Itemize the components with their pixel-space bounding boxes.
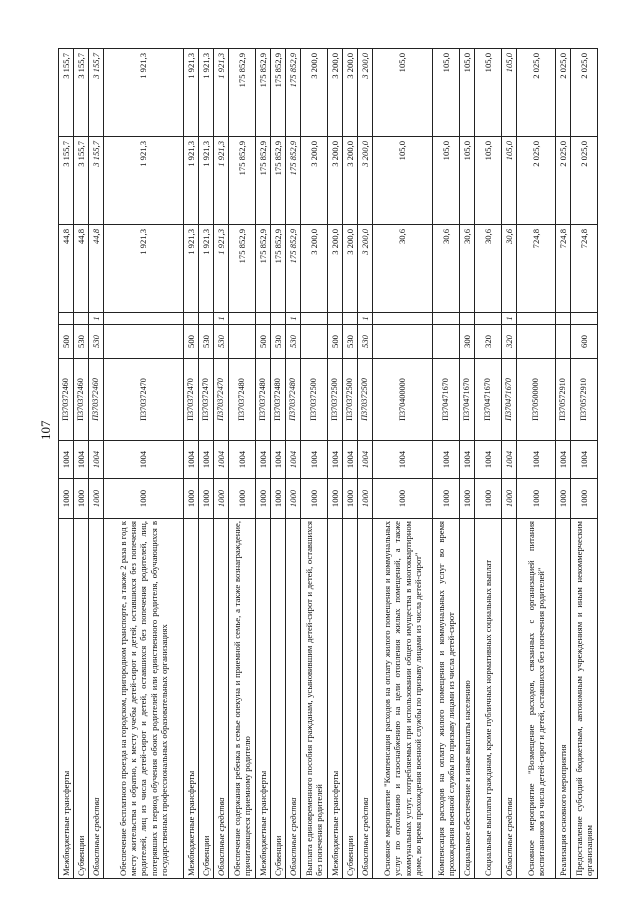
row-section: 1000 bbox=[89, 479, 104, 519]
row-section: 1000 bbox=[328, 479, 343, 519]
row-name: Субвенции bbox=[199, 519, 214, 879]
row-funding-flag bbox=[433, 313, 460, 325]
row-subsection: 1004 bbox=[271, 441, 286, 479]
row-amount-2: 1 921,3 bbox=[214, 137, 229, 225]
row-target-code: П370372470 bbox=[199, 359, 214, 441]
row-name: Областные средства bbox=[502, 519, 517, 879]
row-amount-3: 175 852,9 bbox=[256, 49, 271, 137]
row-funding-flag bbox=[571, 313, 598, 325]
row-section: 1000 bbox=[571, 479, 598, 519]
row-amount-1: 44,8 bbox=[74, 225, 89, 313]
row-subsection: 1004 bbox=[256, 441, 271, 479]
row-subsection: 1004 bbox=[229, 441, 256, 479]
row-name: Обеспечение бесплатного проезда на городском, пригородном транспорте, а также 2 раза в год к месту жительства и обратно, к месту учебы детей-сирот и детей, оставшихся без попечения родителей, лиц из числа детей-сирот и детей, оставшихся без попечения родителей, лиц, потерявших в период обучения обоих родителей или единственного родителя, обучающихся в государственных профессиональных образовательных организациях bbox=[104, 519, 184, 879]
row-amount-3: 3 200,0 bbox=[343, 49, 358, 137]
row-funding-flag bbox=[271, 313, 286, 325]
budget-table-rotated bbox=[58, 49, 594, 879]
row-amount-1: 3 200,0 bbox=[328, 225, 343, 313]
row-section: 1000 bbox=[475, 479, 502, 519]
row-target-code: П370572910 bbox=[571, 359, 598, 441]
row-subsection: 1004 bbox=[556, 441, 571, 479]
row-funding-flag: 1 bbox=[214, 313, 229, 325]
row-name: Областные средства bbox=[89, 519, 104, 879]
table-row bbox=[556, 49, 571, 879]
table-row bbox=[74, 49, 89, 879]
row-target-code: П370471670 bbox=[433, 359, 460, 441]
row-amount-2: 1 921,3 bbox=[199, 137, 214, 225]
row-amount-3: 1 921,3 bbox=[104, 49, 184, 137]
table-row bbox=[184, 49, 199, 879]
row-expense-type: 530 bbox=[358, 325, 373, 359]
row-target-code: П370372500 bbox=[343, 359, 358, 441]
table-row bbox=[502, 49, 517, 879]
row-funding-flag bbox=[229, 313, 256, 325]
table-row bbox=[343, 49, 358, 879]
row-target-code: П370500000 bbox=[517, 359, 556, 441]
row-amount-3: 3 200,0 bbox=[358, 49, 373, 137]
row-amount-2: 3 200,0 bbox=[328, 137, 343, 225]
row-funding-flag bbox=[343, 313, 358, 325]
row-name: Межбюджетные трансферты bbox=[59, 519, 74, 879]
row-expense-type bbox=[373, 325, 433, 359]
row-name: Межбюджетные трансферты bbox=[328, 519, 343, 879]
row-funding-flag bbox=[301, 313, 328, 325]
row-amount-2: 3 155,7 bbox=[59, 137, 74, 225]
row-funding-flag: 1 bbox=[89, 313, 104, 325]
row-funding-flag bbox=[74, 313, 89, 325]
row-target-code: П370372480 bbox=[229, 359, 256, 441]
row-amount-3: 1 921,3 bbox=[214, 49, 229, 137]
row-amount-3: 3 155,7 bbox=[89, 49, 104, 137]
row-amount-2: 2 025,0 bbox=[571, 137, 598, 225]
row-amount-2: 105,0 bbox=[460, 137, 475, 225]
row-amount-1: 175 852,9 bbox=[229, 225, 256, 313]
row-amount-3: 3 155,7 bbox=[59, 49, 74, 137]
row-expense-type bbox=[433, 325, 460, 359]
row-amount-3: 1 921,3 bbox=[199, 49, 214, 137]
row-funding-flag bbox=[184, 313, 199, 325]
row-expense-type: 530 bbox=[214, 325, 229, 359]
row-amount-3: 105,0 bbox=[475, 49, 502, 137]
row-amount-3: 2 025,0 bbox=[571, 49, 598, 137]
row-amount-3: 105,0 bbox=[460, 49, 475, 137]
table-row bbox=[104, 49, 184, 879]
row-amount-2: 105,0 bbox=[433, 137, 460, 225]
row-amount-1: 44,8 bbox=[59, 225, 74, 313]
row-amount-1: 30,6 bbox=[502, 225, 517, 313]
row-amount-1: 3 200,0 bbox=[358, 225, 373, 313]
row-subsection: 1004 bbox=[199, 441, 214, 479]
row-name: Областные средства bbox=[214, 519, 229, 879]
row-funding-flag bbox=[556, 313, 571, 325]
row-expense-type: 500 bbox=[328, 325, 343, 359]
row-amount-1: 30,6 bbox=[373, 225, 433, 313]
row-section: 1000 bbox=[104, 479, 184, 519]
row-expense-type: 530 bbox=[286, 325, 301, 359]
row-target-code: П370372500 bbox=[328, 359, 343, 441]
table-row bbox=[256, 49, 271, 879]
table-row bbox=[571, 49, 598, 879]
row-amount-2: 175 852,9 bbox=[229, 137, 256, 225]
row-subsection: 1004 bbox=[358, 441, 373, 479]
row-amount-3: 175 852,9 bbox=[271, 49, 286, 137]
row-name: Предоставление субсидий бюджетным, автономным учреждениям и иным некоммерческим организациям bbox=[571, 519, 598, 879]
row-amount-2: 3 200,0 bbox=[343, 137, 358, 225]
row-expense-type: 600 bbox=[571, 325, 598, 359]
table-row bbox=[433, 49, 460, 879]
row-amount-1: 175 852,9 bbox=[286, 225, 301, 313]
row-section: 1000 bbox=[286, 479, 301, 519]
row-amount-2: 3 200,0 bbox=[358, 137, 373, 225]
table-row bbox=[286, 49, 301, 879]
page-number: 107 bbox=[38, 420, 53, 440]
row-amount-2: 175 852,9 bbox=[271, 137, 286, 225]
table-row bbox=[475, 49, 502, 879]
row-subsection: 1004 bbox=[343, 441, 358, 479]
row-amount-2: 3 155,7 bbox=[74, 137, 89, 225]
row-amount-3: 175 852,9 bbox=[286, 49, 301, 137]
row-expense-type: 530 bbox=[271, 325, 286, 359]
row-funding-flag bbox=[199, 313, 214, 325]
row-section: 1000 bbox=[271, 479, 286, 519]
row-section: 1000 bbox=[502, 479, 517, 519]
row-section: 1000 bbox=[229, 479, 256, 519]
row-subsection: 1004 bbox=[433, 441, 460, 479]
table-row bbox=[89, 49, 104, 879]
row-section: 1000 bbox=[214, 479, 229, 519]
row-amount-1: 30,6 bbox=[460, 225, 475, 313]
row-amount-2: 2 025,0 bbox=[517, 137, 556, 225]
table-row bbox=[214, 49, 229, 879]
row-name: Межбюджетные трансферты bbox=[256, 519, 271, 879]
row-expense-type: 530 bbox=[74, 325, 89, 359]
row-amount-3: 105,0 bbox=[373, 49, 433, 137]
row-amount-3: 3 155,7 bbox=[74, 49, 89, 137]
row-expense-type: 500 bbox=[256, 325, 271, 359]
row-target-code: П370372470 bbox=[104, 359, 184, 441]
row-name: Основное мероприятие "Компенсация расходов на оплату жилого помещения и коммунальных услуг по отоплению и газоснабжению на цели отопления жилых помещений, а также коммунальных услуг, потребляемых при использовании общего имущества в многоквартирном доме, во время прохождения военной службы по призыву лицами из числа детей-сирот" bbox=[373, 519, 433, 879]
row-section: 1000 bbox=[373, 479, 433, 519]
row-subsection: 1004 bbox=[104, 441, 184, 479]
row-expense-type: 300 bbox=[460, 325, 475, 359]
row-section: 1000 bbox=[199, 479, 214, 519]
row-section: 1000 bbox=[343, 479, 358, 519]
row-amount-3: 105,0 bbox=[502, 49, 517, 137]
row-expense-type: 320 bbox=[502, 325, 517, 359]
row-section: 1000 bbox=[59, 479, 74, 519]
row-target-code: П370372470 bbox=[214, 359, 229, 441]
row-subsection: 1004 bbox=[184, 441, 199, 479]
table-row bbox=[358, 49, 373, 879]
row-subsection: 1004 bbox=[59, 441, 74, 479]
table-row bbox=[373, 49, 433, 879]
row-name: Субвенции bbox=[343, 519, 358, 879]
table-row bbox=[301, 49, 328, 879]
row-amount-1: 30,6 bbox=[475, 225, 502, 313]
row-section: 1000 bbox=[556, 479, 571, 519]
row-expense-type bbox=[229, 325, 256, 359]
row-target-code: П370471670 bbox=[502, 359, 517, 441]
row-amount-1: 1 921,3 bbox=[104, 225, 184, 313]
budget-table bbox=[58, 48, 598, 879]
row-expense-type bbox=[556, 325, 571, 359]
row-funding-flag: 1 bbox=[286, 313, 301, 325]
row-target-code: П370372480 bbox=[256, 359, 271, 441]
row-amount-3: 2 025,0 bbox=[556, 49, 571, 137]
table-row bbox=[59, 49, 74, 879]
row-target-code: П370372480 bbox=[271, 359, 286, 441]
row-name: Социальное обеспечение и иные выплаты населению bbox=[460, 519, 475, 879]
row-funding-flag bbox=[517, 313, 556, 325]
row-name: Обеспечение содержания ребенка в семье опекуна и приемной семье, а также вознаграждение, причитающееся приемному родителю bbox=[229, 519, 256, 879]
row-funding-flag bbox=[373, 313, 433, 325]
row-name: Субвенции bbox=[271, 519, 286, 879]
row-amount-1: 175 852,9 bbox=[256, 225, 271, 313]
table-row bbox=[229, 49, 256, 879]
row-target-code: П370400000 bbox=[373, 359, 433, 441]
row-subsection: 1004 bbox=[301, 441, 328, 479]
row-subsection: 1004 bbox=[328, 441, 343, 479]
row-funding-flag bbox=[328, 313, 343, 325]
row-target-code: П370471670 bbox=[460, 359, 475, 441]
row-target-code: П370471670 bbox=[475, 359, 502, 441]
row-amount-2: 175 852,9 bbox=[286, 137, 301, 225]
row-amount-2: 175 852,9 bbox=[256, 137, 271, 225]
row-subsection: 1004 bbox=[502, 441, 517, 479]
row-subsection: 1004 bbox=[460, 441, 475, 479]
table-row bbox=[199, 49, 214, 879]
row-expense-type: 530 bbox=[343, 325, 358, 359]
row-section: 1000 bbox=[256, 479, 271, 519]
row-funding-flag bbox=[475, 313, 502, 325]
row-amount-2: 1 921,3 bbox=[184, 137, 199, 225]
row-expense-type bbox=[104, 325, 184, 359]
row-funding-flag bbox=[460, 313, 475, 325]
row-subsection: 1004 bbox=[89, 441, 104, 479]
row-amount-2: 105,0 bbox=[373, 137, 433, 225]
row-amount-1: 30,6 bbox=[433, 225, 460, 313]
row-amount-2: 1 921,3 bbox=[104, 137, 184, 225]
row-section: 1000 bbox=[184, 479, 199, 519]
row-amount-2: 3 200,0 bbox=[301, 137, 328, 225]
row-target-code: П370372460 bbox=[89, 359, 104, 441]
row-name: Межбюджетные трансферты bbox=[184, 519, 199, 879]
row-funding-flag bbox=[59, 313, 74, 325]
row-subsection: 1004 bbox=[475, 441, 502, 479]
row-name: Субвенции bbox=[74, 519, 89, 879]
row-amount-2: 3 155,7 bbox=[89, 137, 104, 225]
table-row bbox=[517, 49, 556, 879]
row-target-code: П370372500 bbox=[358, 359, 373, 441]
row-subsection: 1004 bbox=[214, 441, 229, 479]
row-amount-1: 3 200,0 bbox=[343, 225, 358, 313]
row-amount-3: 2 025,0 bbox=[517, 49, 556, 137]
row-target-code: П370372480 bbox=[286, 359, 301, 441]
row-target-code: П370372500 bbox=[301, 359, 328, 441]
row-amount-1: 44,8 bbox=[89, 225, 104, 313]
row-name: Компенсация расходов на оплату жилого помещения и коммунальных услуг во время прохождения военной службы по призыву лицами из числа детей-сирот bbox=[433, 519, 460, 879]
table-row bbox=[460, 49, 475, 879]
row-expense-type: 320 bbox=[475, 325, 502, 359]
row-amount-1: 724,8 bbox=[571, 225, 598, 313]
row-amount-3: 3 200,0 bbox=[328, 49, 343, 137]
row-funding-flag: 1 bbox=[502, 313, 517, 325]
table-row bbox=[328, 49, 343, 879]
row-amount-3: 1 921,3 bbox=[184, 49, 199, 137]
row-amount-1: 724,8 bbox=[517, 225, 556, 313]
row-amount-3: 3 200,0 bbox=[301, 49, 328, 137]
row-amount-2: 105,0 bbox=[502, 137, 517, 225]
row-amount-3: 175 852,9 bbox=[229, 49, 256, 137]
row-expense-type: 500 bbox=[184, 325, 199, 359]
row-expense-type bbox=[517, 325, 556, 359]
row-expense-type: 530 bbox=[199, 325, 214, 359]
row-funding-flag bbox=[104, 313, 184, 325]
row-section: 1000 bbox=[74, 479, 89, 519]
row-section: 1000 bbox=[433, 479, 460, 519]
row-subsection: 1004 bbox=[517, 441, 556, 479]
row-target-code: П370372460 bbox=[59, 359, 74, 441]
row-expense-type bbox=[301, 325, 328, 359]
row-target-code: П370572910 bbox=[556, 359, 571, 441]
row-amount-1: 1 921,3 bbox=[199, 225, 214, 313]
row-amount-1: 1 921,3 bbox=[184, 225, 199, 313]
row-target-code: П370372470 bbox=[184, 359, 199, 441]
row-amount-2: 2 025,0 bbox=[556, 137, 571, 225]
row-amount-1: 3 200,0 bbox=[301, 225, 328, 313]
row-expense-type: 530 bbox=[89, 325, 104, 359]
row-subsection: 1004 bbox=[286, 441, 301, 479]
row-amount-1: 1 921,3 bbox=[214, 225, 229, 313]
row-name: Основное мероприятие "Возмещение расходов, связанных с организацией питания воспитанников из числа детей-сирот и детей, оставшихся без попечения родителей" bbox=[517, 519, 556, 879]
row-amount-2: 105,0 bbox=[475, 137, 502, 225]
row-section: 1000 bbox=[460, 479, 475, 519]
row-name: Областные средства bbox=[286, 519, 301, 879]
row-target-code: П370372460 bbox=[74, 359, 89, 441]
row-section: 1000 bbox=[301, 479, 328, 519]
row-amount-1: 724,8 bbox=[556, 225, 571, 313]
row-funding-flag: 1 bbox=[358, 313, 373, 325]
row-funding-flag bbox=[256, 313, 271, 325]
row-subsection: 1004 bbox=[74, 441, 89, 479]
row-name: Областные средства bbox=[358, 519, 373, 879]
row-expense-type: 500 bbox=[59, 325, 74, 359]
row-name: Выплата единовременного пособия гражданам, усыновившим детей-сирот и детей, оставшихся без попечения родителей bbox=[301, 519, 328, 879]
table-row bbox=[271, 49, 286, 879]
row-section: 1000 bbox=[517, 479, 556, 519]
row-name: Социальные выплаты гражданам, кроме публичных нормативных социальных выплат bbox=[475, 519, 502, 879]
row-amount-1: 175 852,9 bbox=[271, 225, 286, 313]
row-subsection: 1004 bbox=[373, 441, 433, 479]
row-amount-3: 105,0 bbox=[433, 49, 460, 137]
row-name: Реализация основного мероприятия bbox=[556, 519, 571, 879]
row-section: 1000 bbox=[358, 479, 373, 519]
row-subsection: 1004 bbox=[571, 441, 598, 479]
